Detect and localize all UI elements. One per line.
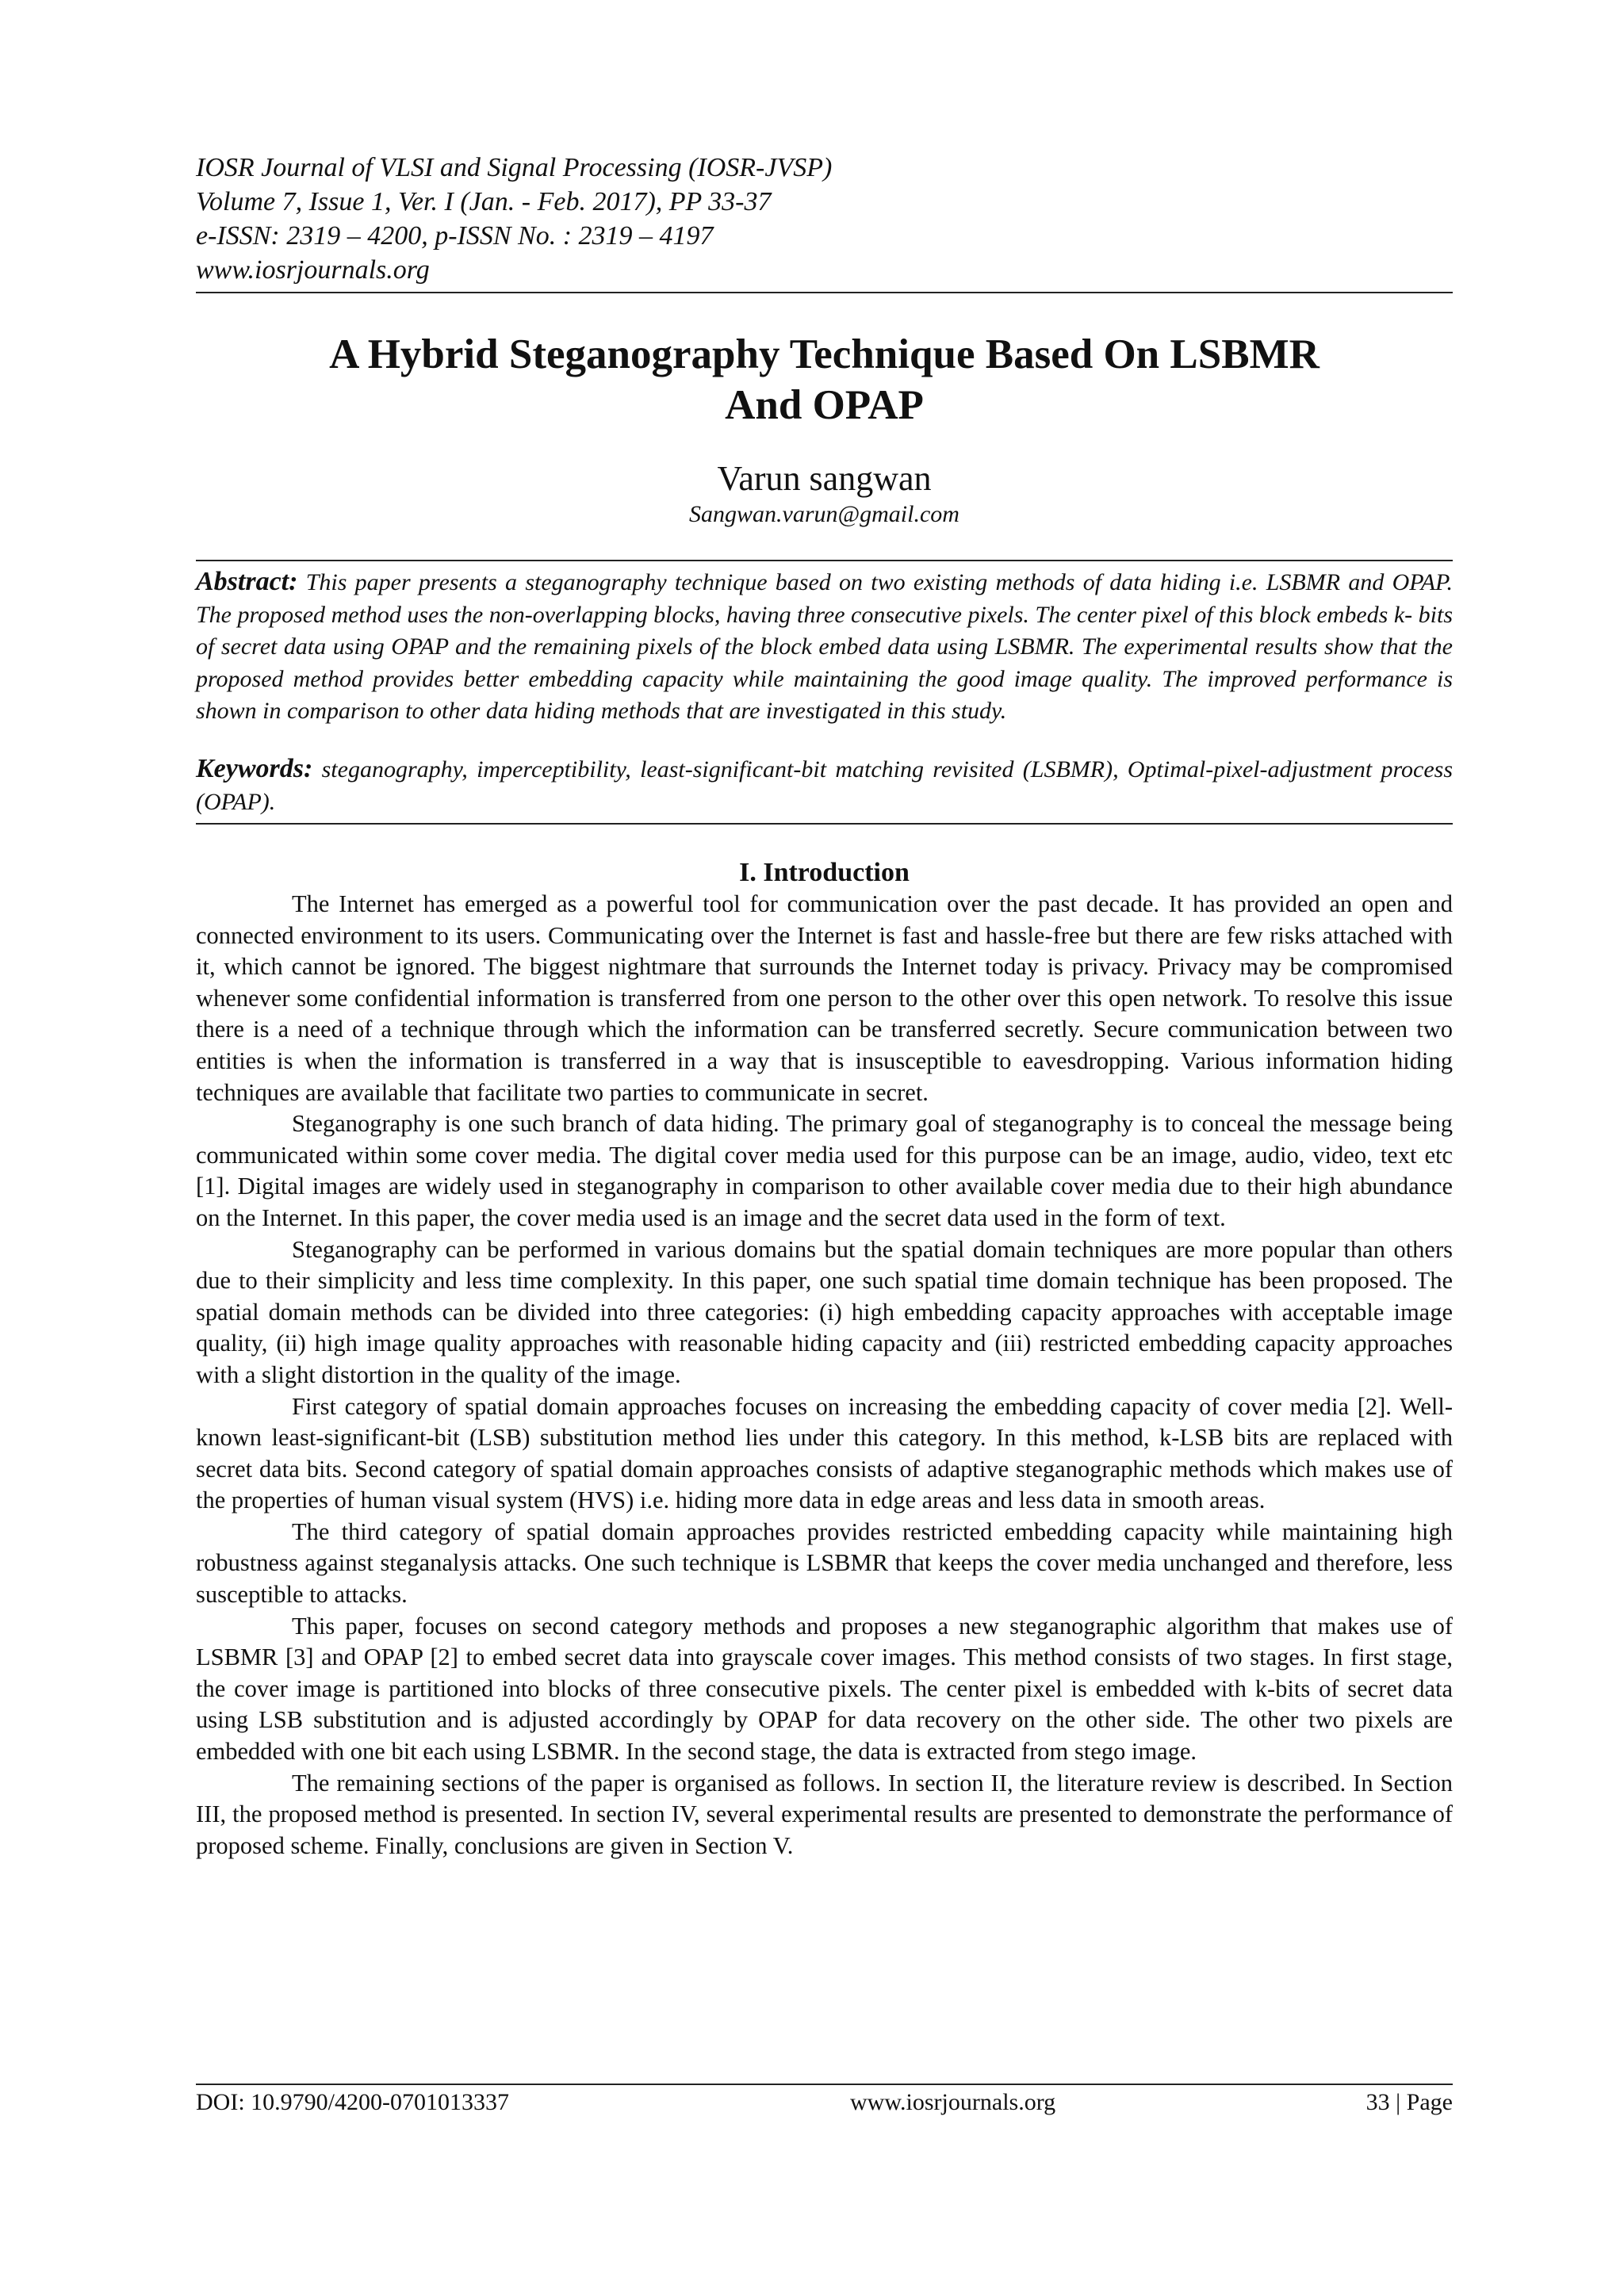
journal-name: IOSR Journal of VLSI and Signal Processing (IOSR-JVSP) [196, 153, 833, 182]
introduction-body [196, 889, 1453, 1862]
paper-title [196, 329, 1453, 430]
paragraph: This paper, focuses on second category methods and proposes a new steganographic algorithm that makes use of LSBMR [3] and OPAP [2] to embed secret data into grayscale cover images. This method consists of two stages. In first stage, the cover image is partitioned into blocks of three consecutive pixels. The center pixel is embedded with k-bits of secret data using LSB substitution and is adjusted accordingly by OPAP for data recovery on the other side. The other two pixels are embedded with one bit each using LSBMR. In the second stage, the data is extracted from stego image. [196, 1612, 1453, 1766]
header-rule [196, 292, 1453, 293]
abstract [196, 566, 1453, 728]
keywords [196, 753, 1453, 818]
abstract-top-rule [196, 560, 1453, 561]
abstract-label: Abstract: [196, 567, 298, 596]
journal-header [196, 151, 1453, 287]
footer-page-number: 33 | Page [1365, 2089, 1453, 2115]
journal-volume: Volume 7, Issue 1, Ver. I (Jan. - Feb. 2017), PP 33-37 [196, 187, 772, 216]
journal-issn: e-ISSN: 2319 – 4200, p-ISSN No. : 2319 – 4197 [196, 221, 714, 251]
paragraph: The Internet has emerged as a powerful tool for communication over the past decade. It has provided an open and connected environment to its users. Communicating over the Internet is fast and hassle-free but there are few risks attached with it, which cannot be ignored. The biggest nightmare that surrounds the Internet today is privacy. Privacy may be compromised whenever some confidential information is transferred from one person to the other over this open network. To resolve this issue there is a need of a technique through which the information can be transferred secretly. Secure communication between two entities is when the information is transferred in a way that is insusceptible to eavesdropping. Various information hiding techniques are available that facilitate two parties to communicate in secret. [196, 890, 1453, 1106]
author-email: Sangwan.varun@gmail.com [689, 501, 959, 527]
author-name: Varun sangwan [717, 459, 932, 498]
title-line-2: And OPAP [725, 382, 924, 428]
title-line-1: A Hybrid Steganography Technique Based On LSBMR [329, 331, 1320, 377]
keywords-text: steganography, imperceptibility, least-significant-bit matching revisited (LSBMR), Optimal-pixel-adjustment process (OPAP). [196, 756, 1453, 815]
footer-doi: DOI: 10.9790/4200-0701013337 [196, 2089, 509, 2115]
journal-website: www.iosrjournals.org [196, 255, 430, 285]
paragraph: First category of spatial domain approaches focuses on increasing the embedding capacity of cover media [2]. Well-known least-significant-bit (LSB) substitution method lies under this category. In this method, k-LSB bits are replaced with secret data bits. Second category of spatial domain approaches consists of adaptive steganographic methods which makes use of the properties of human visual system (HVS) i.e. hiding more data in edge areas and less data in smooth areas. [196, 1392, 1453, 1514]
paragraph: Steganography is one such branch of data hiding. The primary goal of steganography is to conceal the message being communicated within some cover media. The digital cover media used for this purpose can be an image, audio, video, text etc [1]. Digital images are widely used in steganography in comparison to other available cover media due to their high abundance on the Internet. In this paper, the cover media used is an image and the secret data used in the form of text. [196, 1110, 1453, 1231]
footer-website: www.iosrjournals.org [850, 2089, 1056, 2115]
keywords-label: Keywords: [196, 754, 313, 783]
paragraph: The remaining sections of the paper is organised as follows. In section II, the literature review is described. In Section III, the proposed method is presented. In section IV, several experimental results are presented to demonstrate the performance of proposed scheme. Finally, conclusions are given in Section V. [196, 1769, 1453, 1859]
paragraph: Steganography can be performed in various domains but the spatial domain techniques are more popular than others due to their simplicity and less time complexity. In this paper, one such spatial time domain technique has been proposed. The spatial domain methods can be divided into three categories: (i) high embedding capacity approaches with acceptable image quality, (ii) high image quality approaches with reasonable hiding capacity and (iii) restricted embedding capacity approaches with a slight distortion in the quality of the image. [196, 1235, 1453, 1388]
abstract-bottom-rule [196, 823, 1453, 825]
abstract-text: This paper presents a steganography technique based on two existing methods of data hiding i.e. LSBMR and OPAP. The proposed method uses the non-overlapping blocks, having three consecutive pixels. The center pixel of this block embeds k- bits of secret data using OPAP and the remaining pixels of the block embed data using LSBMR. The experimental results show that the proposed method provides better embedding capacity while maintaining the good image quality. The improved performance is shown in comparison to other data hiding methods that are investigated in this study. [196, 569, 1453, 724]
paragraph: The third category of spatial domain approaches provides restricted embedding capacity while maintaining high robustness against steganalysis attacks. One such technique is LSBMR that keeps the cover media unchanged and therefore, less susceptible to attacks. [196, 1517, 1453, 1609]
section-heading-introduction: I. Introduction [739, 858, 910, 887]
footer-rule [196, 2084, 1453, 2085]
